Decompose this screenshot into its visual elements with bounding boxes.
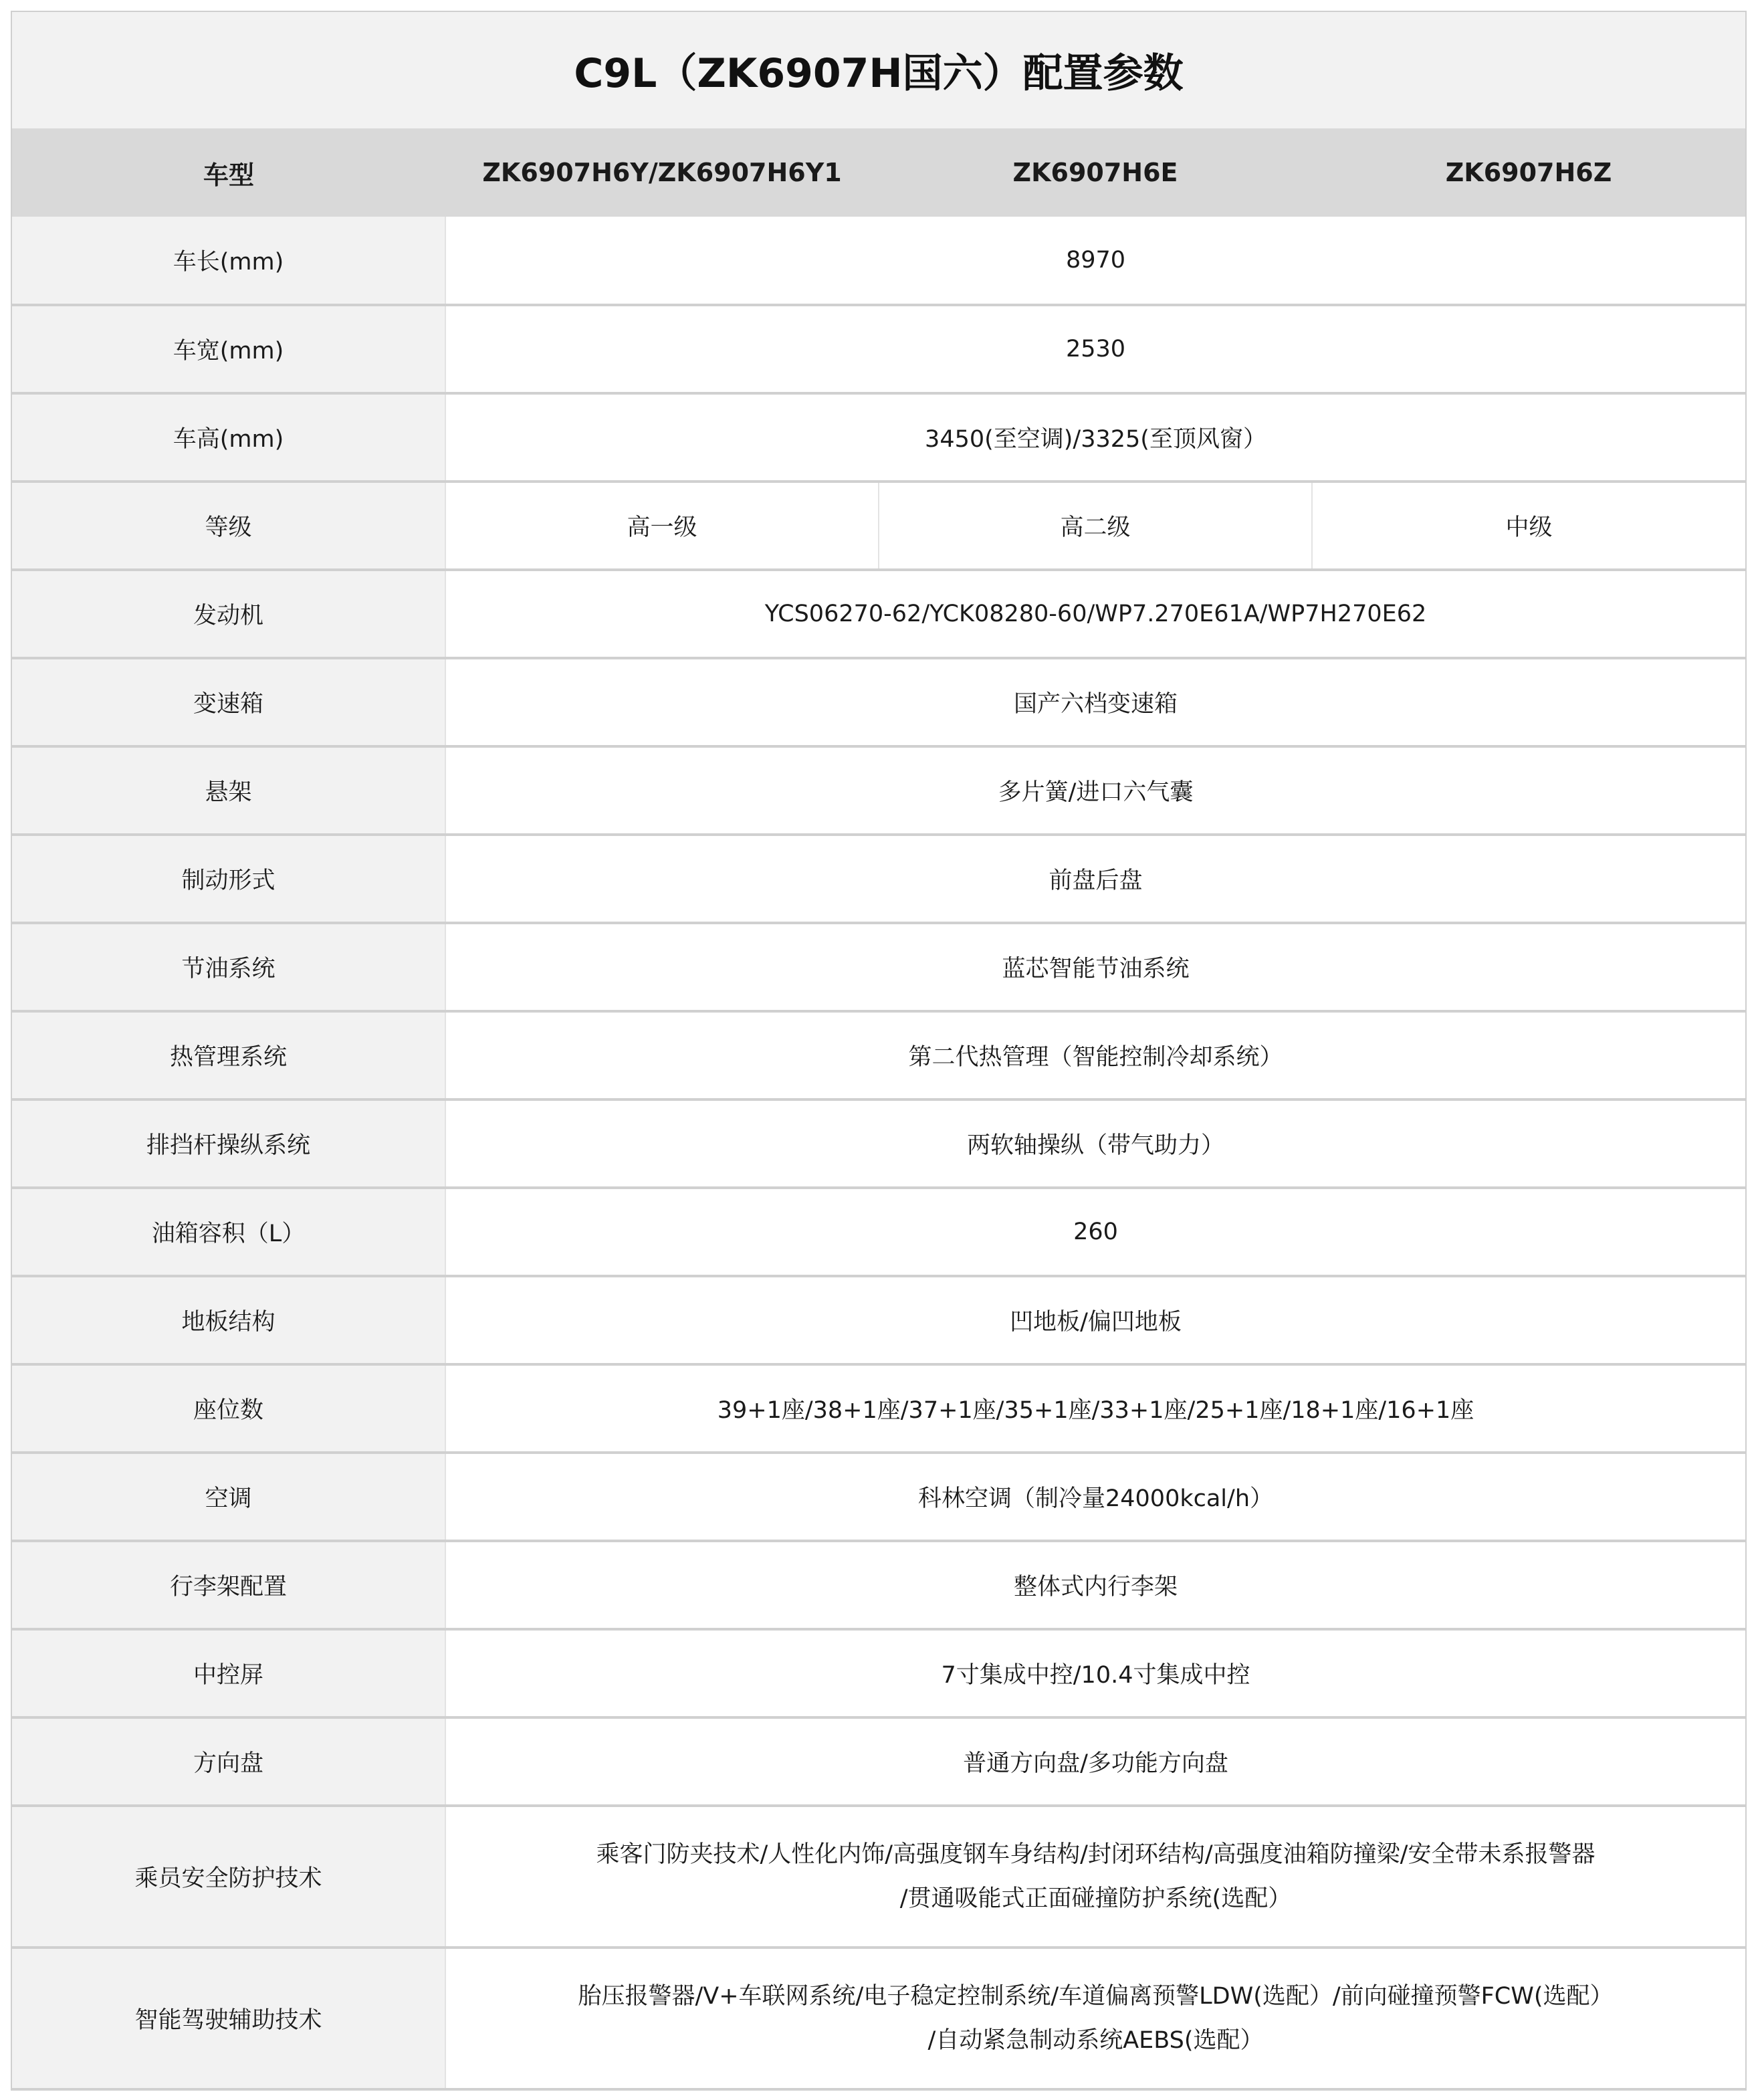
table-row xyxy=(12,305,1745,393)
row-label: 空调 xyxy=(12,1453,445,1541)
header-model: ZK6907H6E xyxy=(879,128,1312,217)
row-label: 油箱容积（L） xyxy=(12,1188,445,1276)
row-value: 科林空调（制冷量24000kcal/h） xyxy=(445,1453,1745,1541)
row-value: 260 xyxy=(445,1188,1745,1276)
row-label: 车宽(mm) xyxy=(12,305,445,393)
row-value: 普通方向盘/多功能方向盘 xyxy=(445,1717,1745,1806)
row-value: 8970 xyxy=(445,217,1745,305)
row-value: 高二级 xyxy=(879,482,1312,570)
row-value: 3450(至空调)/3325(至顶风窗） xyxy=(445,393,1745,482)
row-value: 凹地板/偏凹地板 xyxy=(445,1276,1745,1364)
row-value-line: /自动紧急制动系统AEBS(选配） xyxy=(927,2027,1264,2054)
table-row xyxy=(12,1453,1745,1541)
row-value xyxy=(445,1948,1745,2089)
row-value: 高一级 xyxy=(445,482,879,570)
header-row xyxy=(12,128,1745,217)
row-label: 方向盘 xyxy=(12,1717,445,1806)
row-label: 制动形式 xyxy=(12,835,445,923)
row-label: 等级 xyxy=(12,482,445,570)
spec-table-container xyxy=(11,11,1747,2091)
row-label: 乘员安全防护技术 xyxy=(12,1806,445,1948)
row-value: 第二代热管理（智能控制冷却系统） xyxy=(445,1011,1745,1099)
header-label: 车型 xyxy=(12,128,445,217)
row-value: 两软轴操纵（带气助力） xyxy=(445,1099,1745,1188)
row-value: 多片簧/进口六气囊 xyxy=(445,746,1745,835)
row-label: 行李架配置 xyxy=(12,1541,445,1629)
row-value: 蓝芯智能节油系统 xyxy=(445,923,1745,1011)
row-value: 39+1座/38+1座/37+1座/35+1座/33+1座/25+1座/18+1座/16+1座 xyxy=(445,1364,1745,1453)
row-value-line: 胎压报警器/V+车联网系统/电子稳定控制系统/车道偏离预警LDW(选配）/前向碰撞预警FCW(选配） xyxy=(578,1983,1614,2010)
table-row xyxy=(12,1011,1745,1099)
row-label: 车长(mm) xyxy=(12,217,445,305)
table-row xyxy=(12,393,1745,482)
table-row xyxy=(12,1948,1745,2089)
table-row xyxy=(12,1629,1745,1717)
table-row xyxy=(12,746,1745,835)
table-row xyxy=(12,1099,1745,1188)
table-row xyxy=(12,1806,1745,1948)
spec-table xyxy=(12,128,1745,2091)
row-label: 排挡杆操纵系统 xyxy=(12,1099,445,1188)
row-value xyxy=(445,1806,1745,1948)
row-label: 热管理系统 xyxy=(12,1011,445,1099)
table-row xyxy=(12,835,1745,923)
table-row xyxy=(12,1276,1745,1364)
row-value: 2530 xyxy=(445,305,1745,393)
row-value: 7寸集成中控/10.4寸集成中控 xyxy=(445,1629,1745,1717)
row-value-line: 乘客门防夹技术/人性化内饰/高强度钢车身结构/封闭环结构/高强度油箱防撞梁/安全带未系报警器 xyxy=(596,1841,1596,1868)
header-model: ZK6907H6Y/ZK6907H6Y1 xyxy=(445,128,879,217)
page-title: C9L（ZK6907H国六）配置参数 xyxy=(12,12,1745,128)
table-row xyxy=(12,1541,1745,1629)
table-row xyxy=(12,1364,1745,1453)
row-value: YCS06270-62/YCK08280-60/WP7.270E61A/WP7H270E62 xyxy=(445,570,1745,658)
row-label: 车高(mm) xyxy=(12,393,445,482)
table-row xyxy=(12,217,1745,305)
row-label: 变速箱 xyxy=(12,658,445,746)
table-row xyxy=(12,482,1745,570)
table-row xyxy=(12,1717,1745,1806)
header-model: ZK6907H6Z xyxy=(1312,128,1745,217)
row-value: 整体式内行李架 xyxy=(445,1541,1745,1629)
table-row xyxy=(12,658,1745,746)
row-label: 悬架 xyxy=(12,746,445,835)
row-label: 节油系统 xyxy=(12,923,445,1011)
table-row xyxy=(12,923,1745,1011)
row-value: 中级 xyxy=(1312,482,1745,570)
row-label: 地板结构 xyxy=(12,1276,445,1364)
table-row xyxy=(12,570,1745,658)
row-value: 前盘后盘 xyxy=(445,835,1745,923)
row-value: 国产六档变速箱 xyxy=(445,658,1745,746)
row-label: 中控屏 xyxy=(12,1629,445,1717)
row-value-line: /贯通吸能式正面碰撞防护系统(选配） xyxy=(899,1885,1292,1912)
table-row xyxy=(12,1188,1745,1276)
row-label: 座位数 xyxy=(12,1364,445,1453)
row-label: 发动机 xyxy=(12,570,445,658)
row-label: 智能驾驶辅助技术 xyxy=(12,1948,445,2089)
